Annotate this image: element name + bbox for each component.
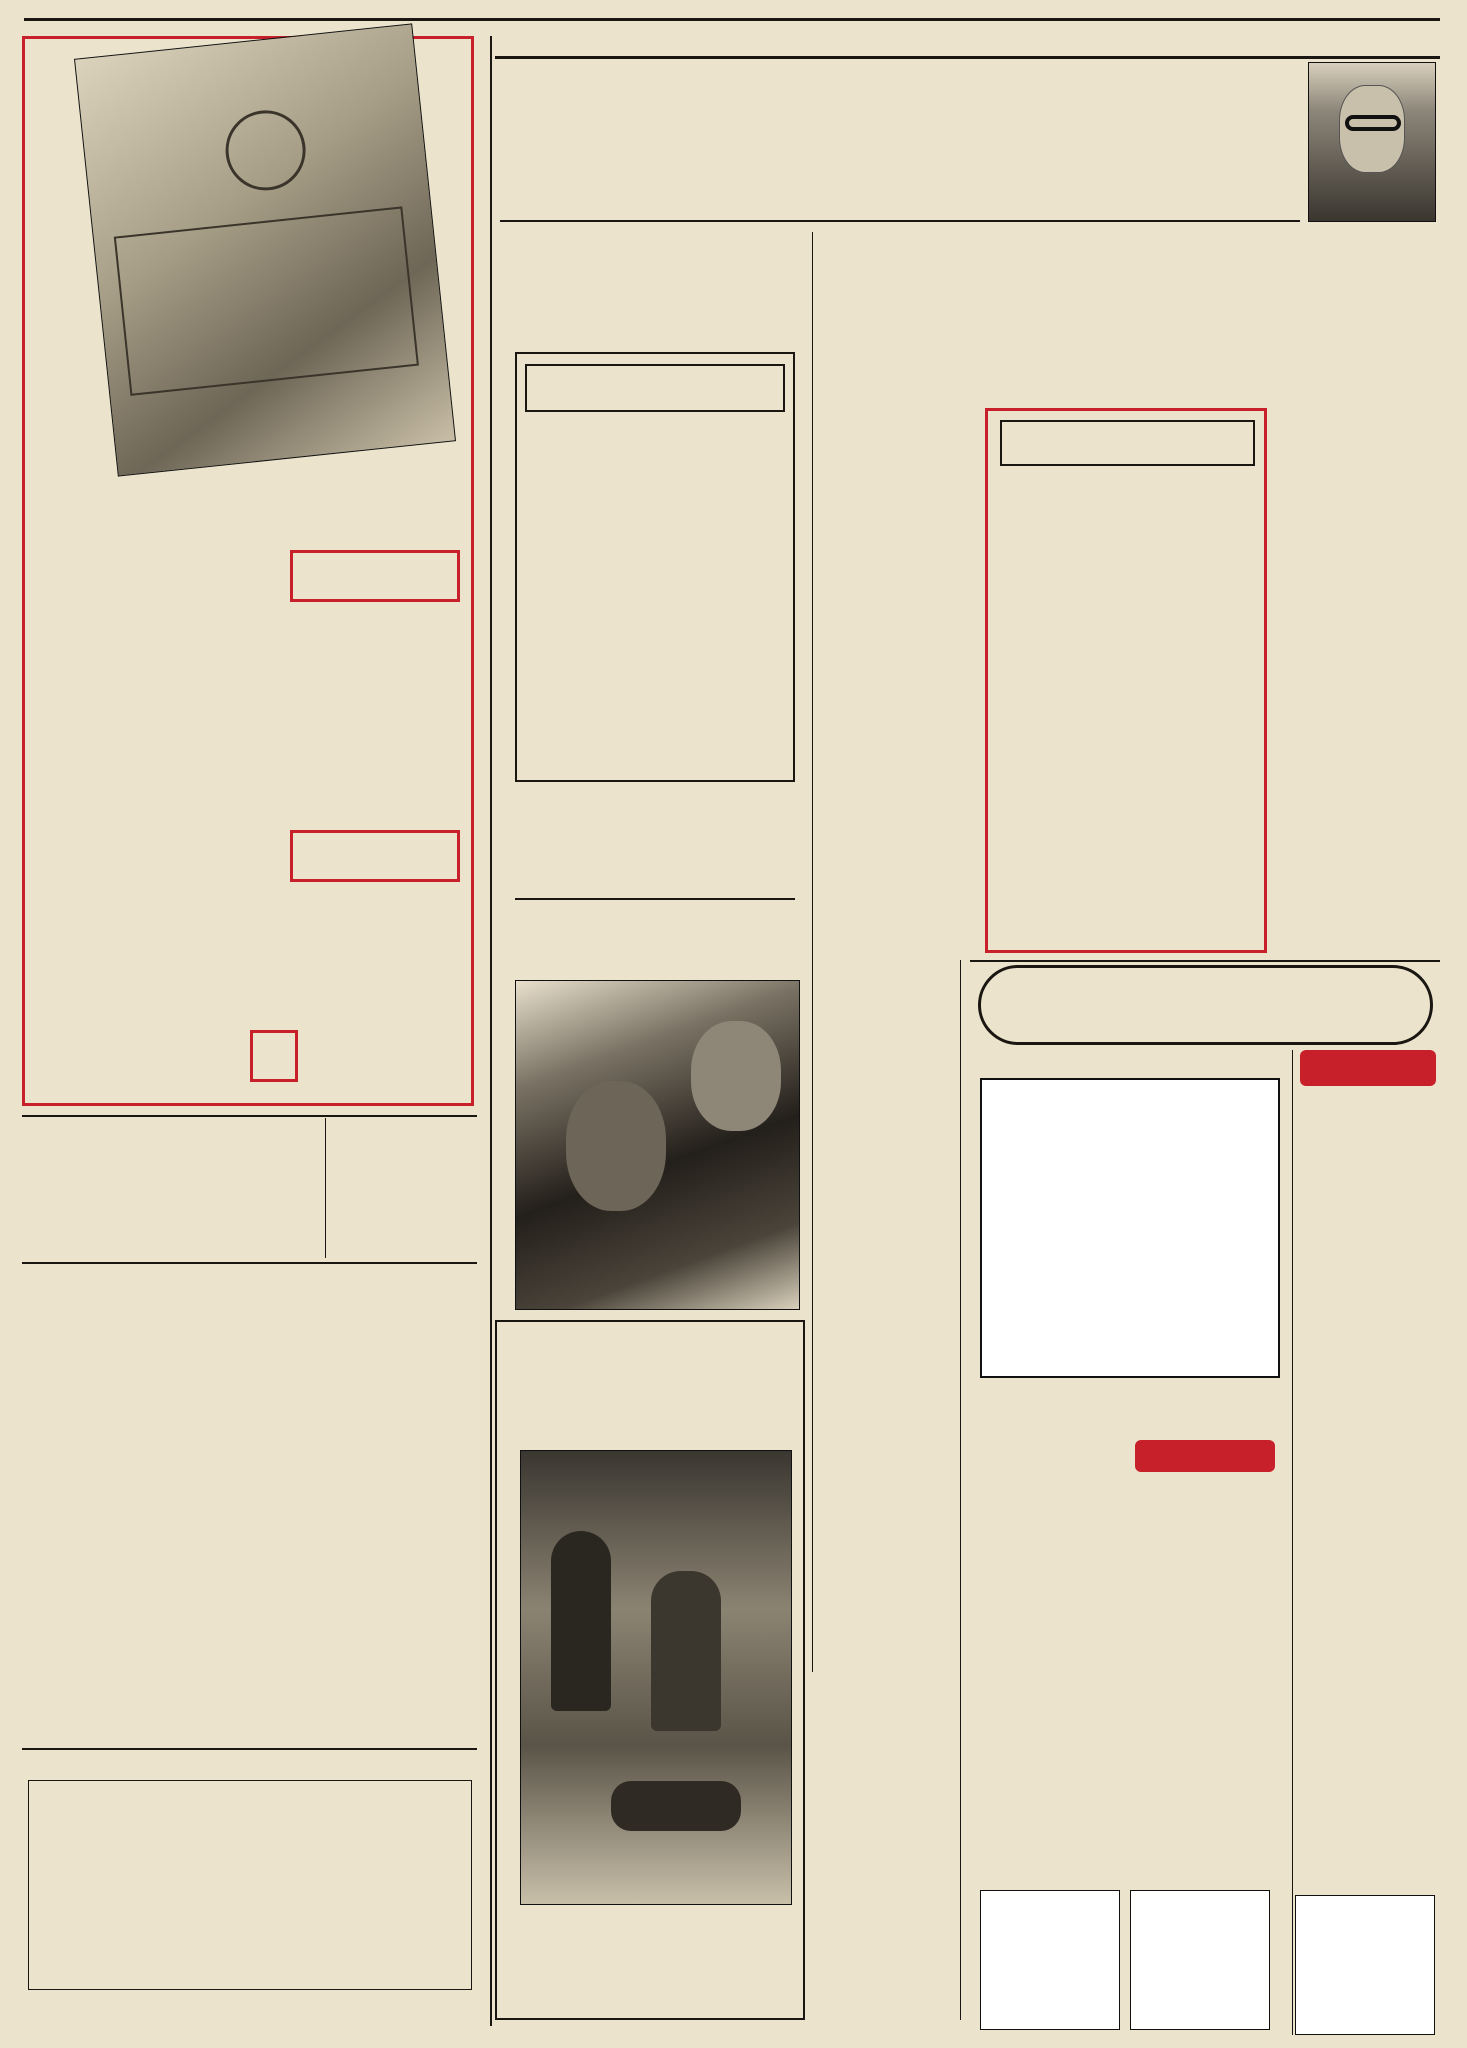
banknote-seal-icon (222, 106, 310, 194)
form-field (140, 1781, 251, 1807)
form-field (140, 1859, 251, 1885)
checkbook-photo (74, 23, 456, 476)
article-col5 (505, 232, 805, 342)
form-field (361, 1807, 472, 1833)
world-econ-title-box (1000, 420, 1255, 466)
article-col4 (820, 232, 1000, 1247)
provinces-item2-body (525, 642, 785, 772)
word-solution-grid-1 (980, 1890, 1120, 2030)
word-body (980, 1480, 1280, 1700)
famine-photo (520, 1450, 792, 1905)
figure-1 (551, 1531, 611, 1711)
crossword-grid (980, 1078, 1280, 1378)
grid-hint1 (1100, 1382, 1280, 1412)
down-clues (1300, 1446, 1436, 1876)
employment-address (28, 1992, 472, 2020)
form-field (250, 1781, 361, 1807)
previous-solution-grid (1295, 1895, 1435, 2035)
article-lead (1305, 345, 1440, 545)
form-field (250, 1807, 361, 1833)
article-col2 (1160, 232, 1298, 397)
employment-body (28, 1362, 472, 1742)
article-col3 (1010, 232, 1150, 397)
first-chance-box (290, 550, 460, 602)
article-col1 (1305, 550, 1440, 965)
actor-face-2 (566, 1081, 666, 1211)
author-photo (1308, 62, 1436, 222)
form-field (140, 1807, 251, 1833)
registration-form (28, 1780, 472, 1990)
figure-2 (651, 1571, 721, 1731)
form-field (250, 1885, 361, 1911)
grid-column-numbers (980, 1062, 1280, 1078)
world-econ-item2-body (995, 596, 1257, 668)
provinces-title-box (525, 364, 785, 412)
form-field (29, 1833, 471, 1859)
regular-label-box (1300, 1050, 1436, 1086)
across-clues (1300, 1138, 1436, 1428)
notice-body (28, 1164, 320, 1244)
world-econ-item1-body (995, 498, 1257, 568)
form-field (250, 1859, 361, 1885)
actor-face-1 (691, 1021, 781, 1131)
dollars-body (815, 1590, 955, 2020)
banknote-frame (114, 206, 419, 395)
form-field (361, 1885, 472, 1911)
provinces-item1-body (525, 444, 785, 604)
draw-days-box (250, 1030, 298, 1082)
grid-row-numbers (1280, 1078, 1296, 1378)
vertical-body (980, 1718, 1280, 1868)
second-chance-box (290, 830, 460, 882)
grid-hint2 (980, 1382, 1095, 1412)
word-solution-grid-2 (1130, 1890, 1270, 2030)
world-econ-item3-body (995, 698, 1257, 943)
form-field (361, 1859, 472, 1885)
form-field (29, 1781, 140, 1807)
figure-3 (611, 1781, 741, 1831)
glasses-icon (1345, 115, 1401, 131)
form-field (29, 1859, 140, 1885)
crossword-title-box (978, 965, 1433, 1045)
film-poster (515, 980, 800, 1310)
form-field (361, 1781, 472, 1807)
form-field (29, 1885, 250, 1911)
word-label-box (1135, 1440, 1275, 1472)
form-field (29, 1807, 140, 1833)
